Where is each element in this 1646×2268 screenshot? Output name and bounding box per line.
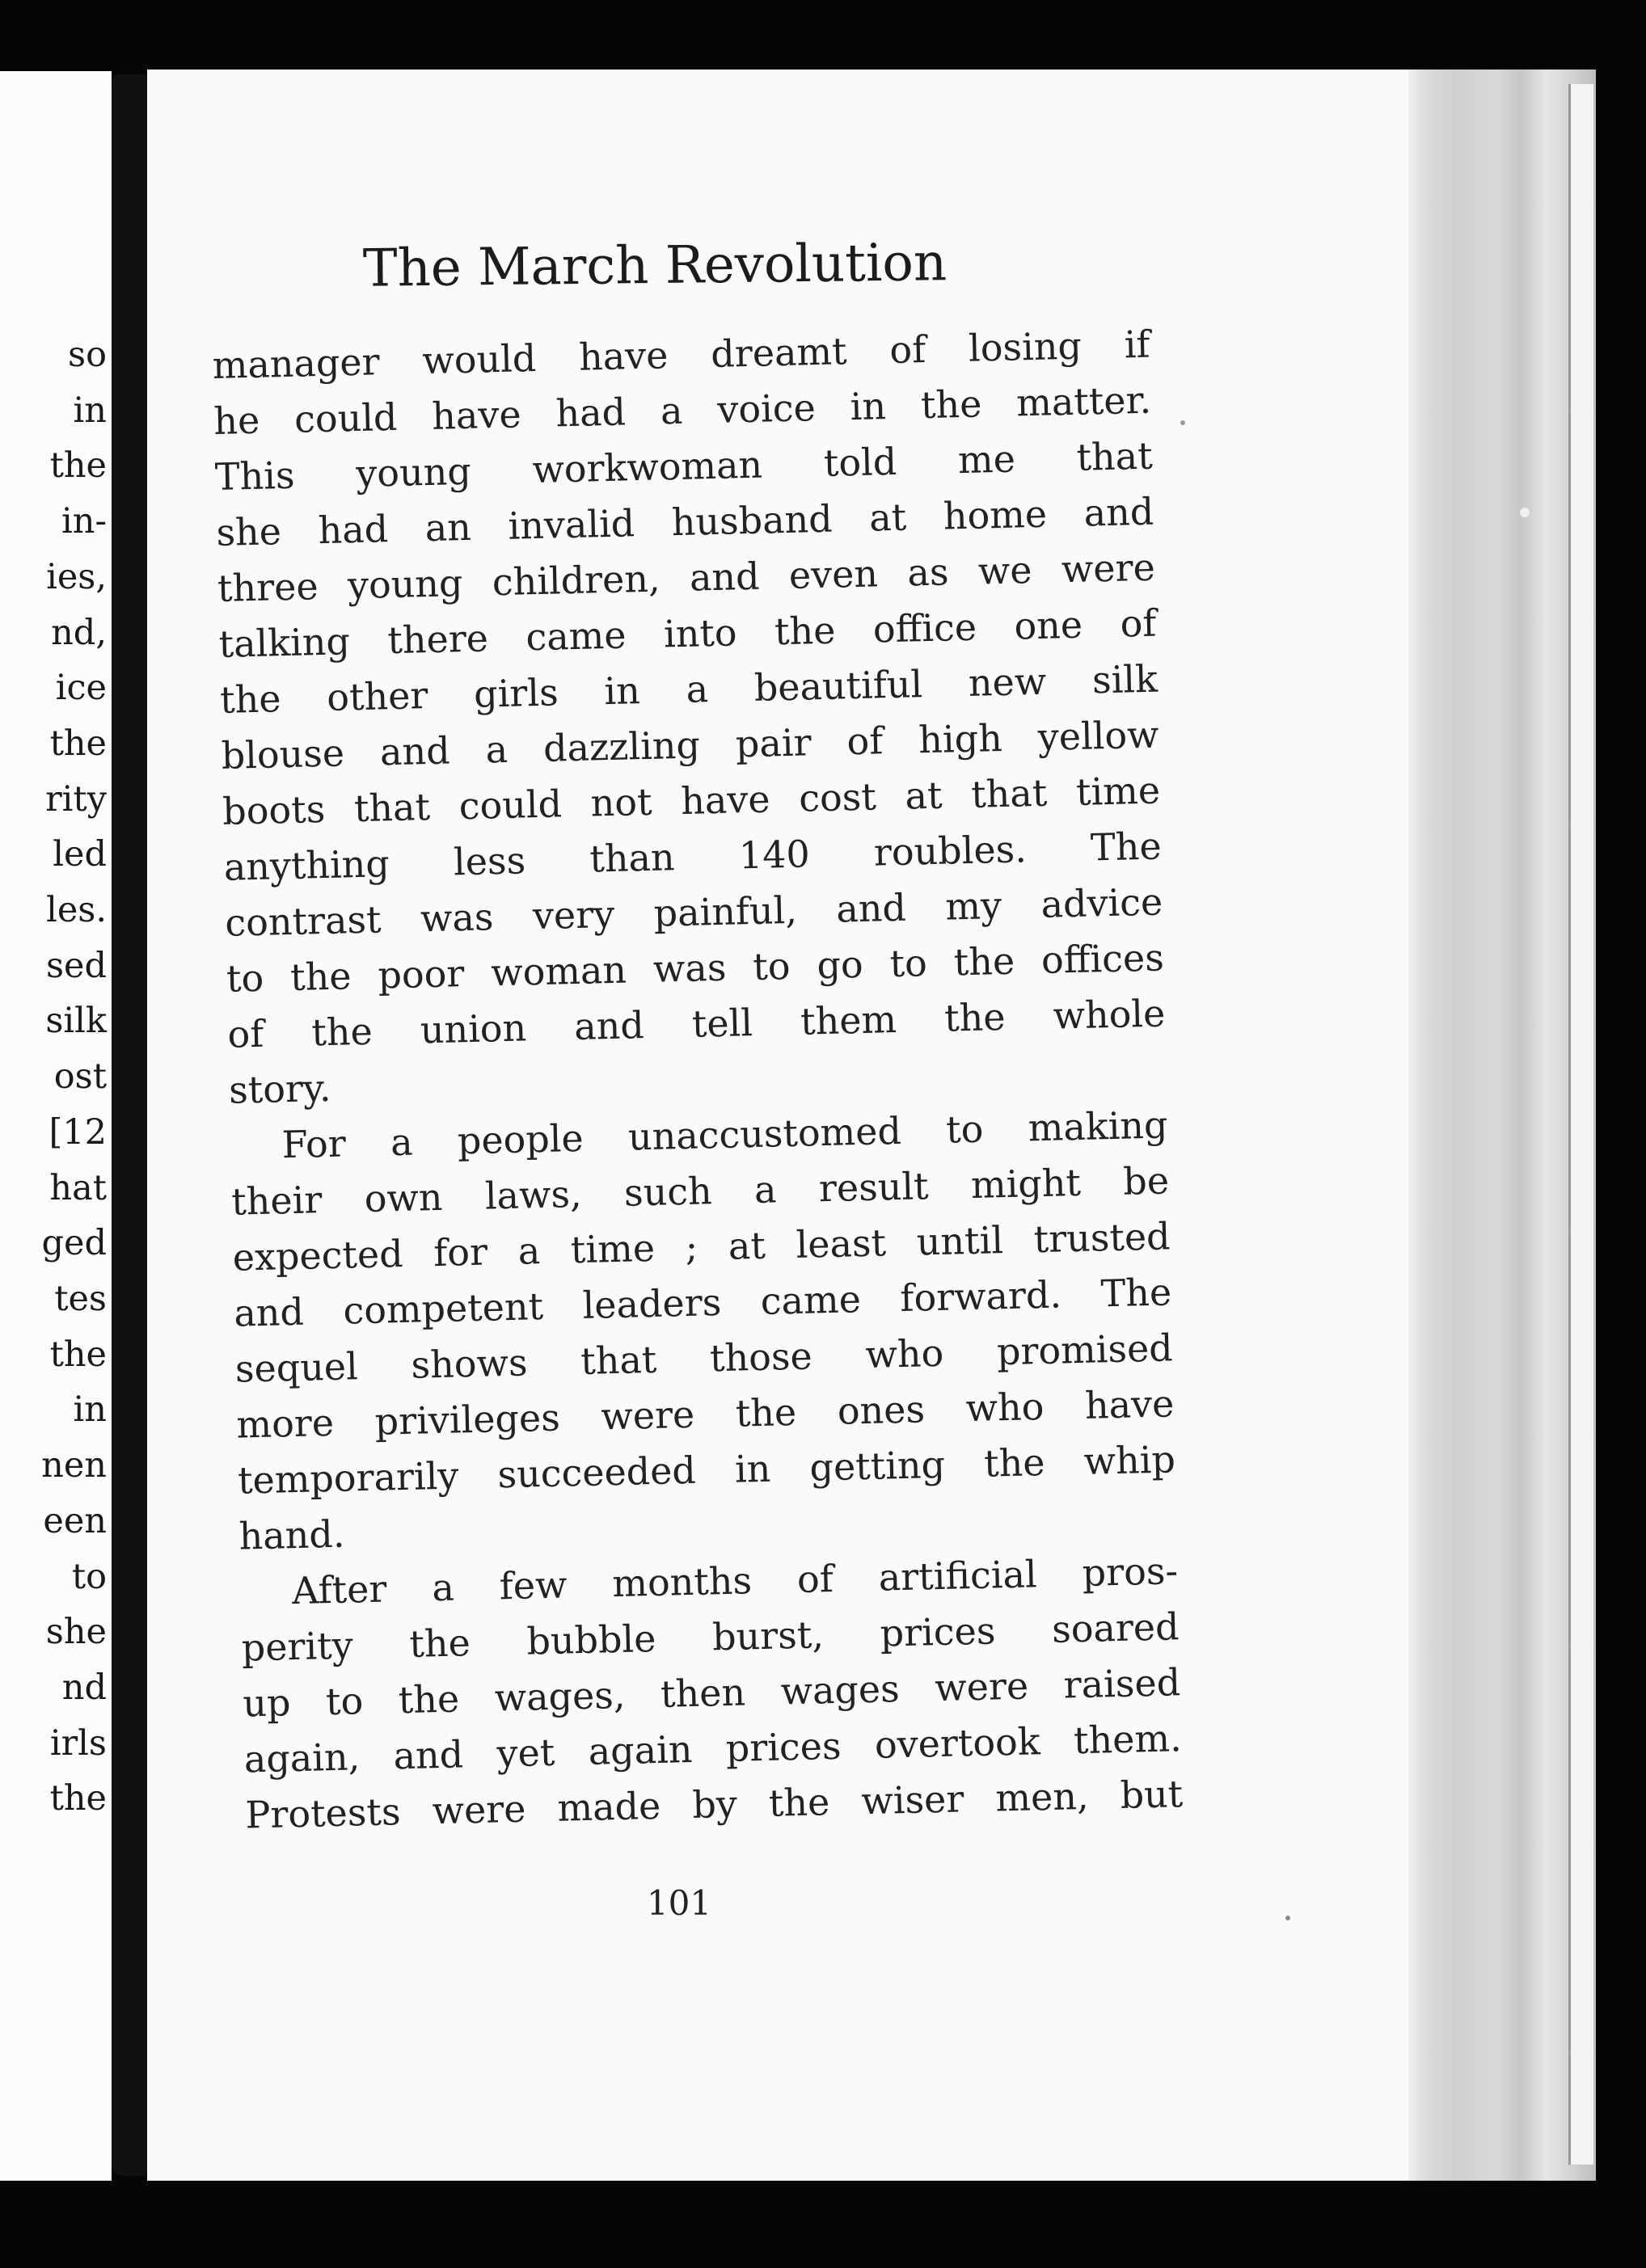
text-line: expected for a time ; at least until trusted	[232, 1214, 1171, 1279]
text-line: talking there came into the office one of	[217, 601, 1157, 666]
facing-page-fragment: nd	[61, 1667, 107, 1708]
page-number: 101	[646, 1883, 712, 1923]
facing-page-fragment: in	[73, 1389, 107, 1431]
text-line: blouse and a dazzling pair of high yellow	[221, 712, 1160, 778]
facing-page-fragment: ies,	[46, 556, 107, 597]
facing-page-fragment: rity	[45, 778, 107, 820]
facing-page-fragment: so	[68, 335, 107, 375]
running-head: The March Revolution	[362, 233, 948, 299]
body-text	[212, 317, 1184, 1844]
text-line: of the union and tell them the whole	[226, 991, 1166, 1056]
facing-page-fragment: [12	[49, 1111, 107, 1153]
facing-page-fragment: in-	[61, 501, 107, 542]
text-line: three young children, and even as we were	[217, 545, 1156, 610]
text-line: he could have had a voice in the matter.	[213, 377, 1152, 443]
text-line: manager would have dreamt of losing if	[212, 322, 1151, 387]
text-line: After a few months of artificial pros-	[291, 1549, 1179, 1613]
facing-page-fragment: the	[49, 445, 107, 487]
facing-page-fragment: les.	[46, 890, 107, 931]
facing-page-fragment: the	[49, 1778, 107, 1819]
text-line: hand.	[238, 1511, 345, 1558]
text-line: contrast was very painful, and my advice	[224, 879, 1163, 945]
facing-page-fragment: silk	[45, 1001, 107, 1042]
text-line: sequel shows that those who promised	[234, 1326, 1174, 1391]
text-line: For a people unaccustomed to making	[281, 1102, 1169, 1167]
text-line: and competent leaders came forward. The	[233, 1270, 1172, 1335]
facing-page-fragment: led	[53, 834, 107, 875]
text-line: more privileges were the ones who have	[235, 1381, 1175, 1447]
text-line: the other girls in a beautiful new silk	[219, 656, 1159, 722]
text-line: temporarily succeeded in getting the whip	[237, 1437, 1176, 1503]
facing-page-fragment: hat	[49, 1167, 107, 1208]
facing-page-fragment: ost	[53, 1056, 107, 1098]
text-line: perity the bubble burst, prices soared	[241, 1604, 1180, 1670]
text-line: to the poor woman was to go to the offices	[226, 935, 1165, 1001]
facing-page-fragment: nen	[41, 1445, 107, 1486]
facing-page-fragment: ice	[55, 668, 107, 709]
text-line: anything less than 140 roubles. The	[223, 824, 1163, 889]
facing-page-fragment: the	[49, 1334, 107, 1375]
facing-page-fragment: irls	[49, 1722, 107, 1764]
text-line: again, and yet again prices overtook them.	[243, 1716, 1183, 1781]
text-line: Protests were made by the wiser men, but	[244, 1772, 1184, 1837]
facing-page-fragment: nd,	[51, 612, 107, 653]
binding-gutter	[112, 74, 147, 2176]
facing-page-fragment: the	[49, 723, 107, 764]
paper-speck	[1520, 508, 1530, 517]
text-line: up to the wages, then wages were raised	[242, 1660, 1181, 1726]
cover-edge	[1568, 84, 1593, 2165]
paper-speck	[1285, 1916, 1290, 1920]
text-line: their own laws, such a result might be	[230, 1158, 1170, 1224]
facing-page-fragment: tes	[54, 1279, 107, 1320]
facing-page-fragment: in	[73, 390, 107, 431]
facing-page-edge	[0, 71, 112, 2181]
facing-page-fragment: ged	[41, 1223, 107, 1264]
text-line: story.	[228, 1065, 331, 1112]
text-line: This young workwoman told me that	[214, 433, 1154, 499]
facing-page-fragment: she	[45, 1612, 107, 1653]
paper-speck	[1180, 420, 1185, 425]
facing-page-fragment: een	[43, 1500, 107, 1541]
facing-page-fragment: sed	[45, 945, 107, 986]
facing-page-fragment: to	[71, 1556, 107, 1597]
text-line: she had an invalid husband at home and	[215, 489, 1154, 554]
text-line: boots that could not have cost at that time	[222, 768, 1161, 833]
